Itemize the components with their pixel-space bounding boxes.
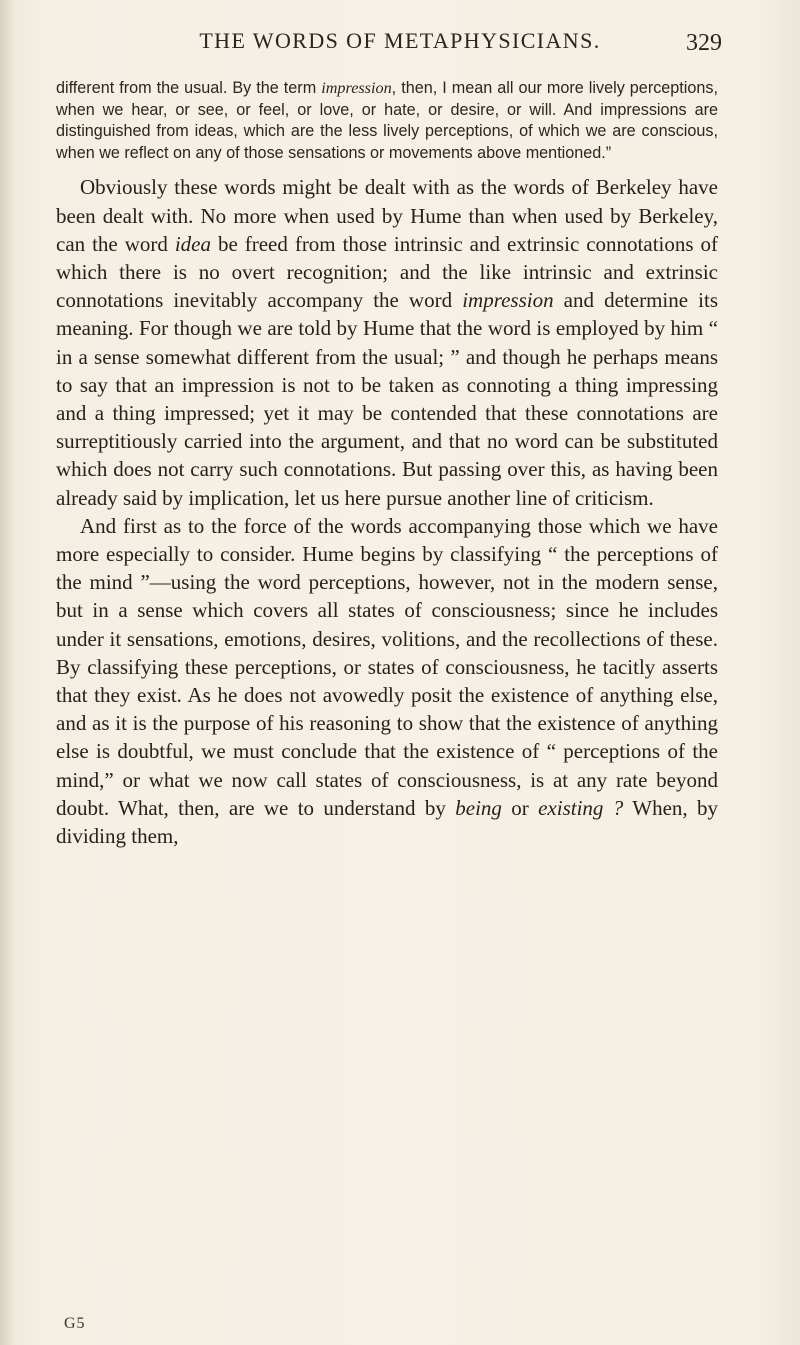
quote-text-1: different from the usual. By the term (56, 79, 322, 97)
page-header (0, 22, 800, 56)
paragraph-2-text-1: And first as to the force of the words accompanying those which we have more especially to consider. Hume begins by classifying “ the perceptions of the mind ”—using the word perceptions, however, not in the modern sense, but in a sense which covers all states of consciousness; since he includes under it sensations, emotions, desires, volitions, and the recollections of these. By classifying these perceptions, or states of consciousness, he tacitly asserts that they exist. As he does not avowedly posit the existence of anything else, and as it is the purpose of his reasoning to show that the existence of anything else is doubtful, we must conclude that the existence of “ perceptions of the mind,” or what we now call states of consciousness, is at any rate beyond doubt. What, then, are we to understand by (56, 513, 718, 820)
paragraph-2-text-3: When, by dividing them, (56, 795, 718, 849)
paragraph-1-text-1: Obviously these words might be dealt with as the words of Berkeley have been dealt with. No more when used by Hume than when used by Berkeley, can the word (56, 175, 718, 256)
paragraph-1-text-2: be freed from those intrinsic and extrinsic connotations of which there is no overt recognition; and the like intrinsic and extrinsic connotations inevitably accompany the word (56, 231, 718, 313)
paragraph-2-italic-being: being (455, 795, 502, 820)
quote-italic-impression: impression (321, 79, 392, 97)
running-head: THE WORDS OF METAPHYSICIANS. (199, 28, 601, 53)
quote-text-2: , then, I mean all our more lively perceptions, when we hear, or see, or feel, or love, or hate, or desire, or will. And impressions are distinguished from ideas, which are the less lively perceptions, of which we are conscious, when we reflect on any of those sensations or movements above mentioned.” (56, 79, 718, 162)
quoted-passage (56, 78, 718, 164)
page-number: 329 (686, 30, 722, 56)
body-text (56, 78, 718, 850)
paragraph-1 (56, 173, 718, 511)
paragraph-1-italic-idea: idea (174, 231, 211, 256)
paragraph-2 (56, 512, 718, 850)
paragraph-1-italic-impression: impression (462, 288, 554, 313)
signature-mark: G5 (64, 1315, 86, 1332)
paragraph-2-italic-existing: existing ? (538, 795, 624, 820)
paragraph-1-text-3: and determine its meaning. For though we are told by Hume that the word is employed by him “ in a sense somewhat different from the usual; ” and though he perhaps means to say that an impression is not to be taken as connoting a thing impressing and a thing impressed; yet it may be contended that these connotations are surreptitiously carried into the argument, and that no word can be substituted which does not carry such connotations. But passing over this, as having been already said by implication, let us here pursue another line of criticism. (56, 288, 718, 510)
page-gutter-shadow (0, 0, 14, 1345)
paragraph-2-text-2: or (501, 795, 539, 820)
